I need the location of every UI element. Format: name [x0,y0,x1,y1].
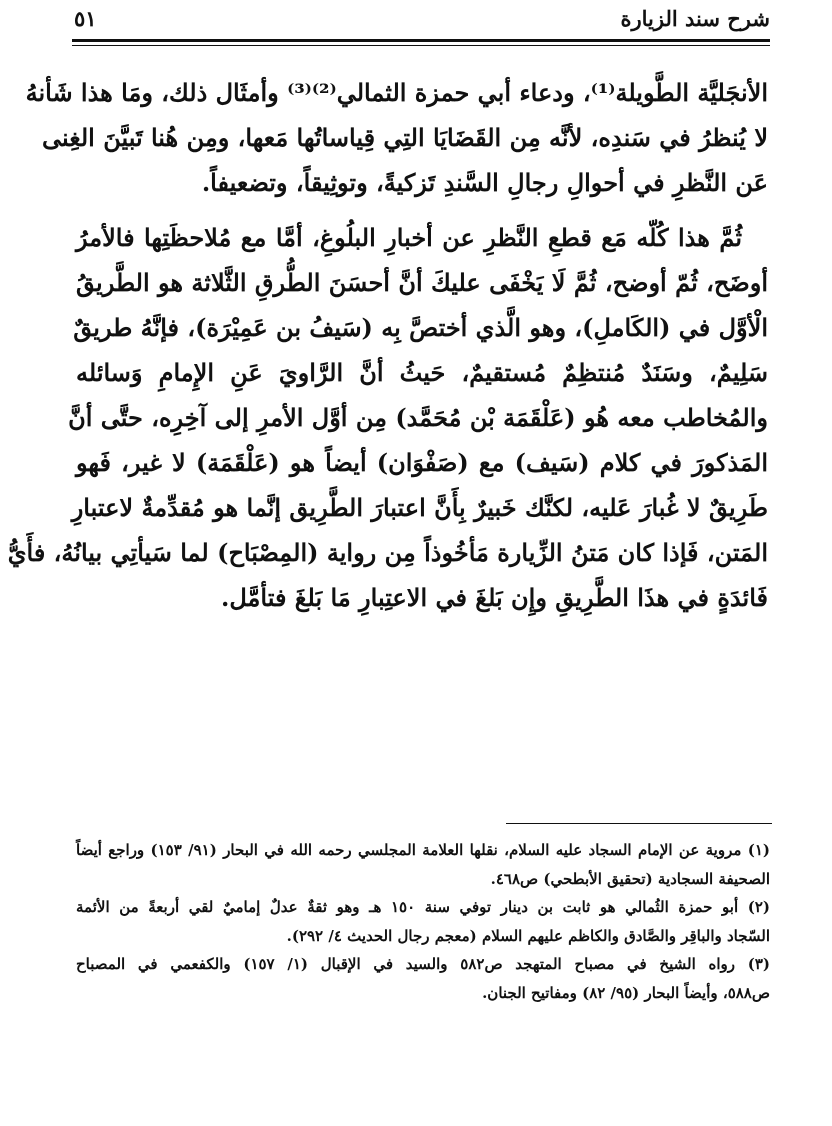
text-line: أوضَح، ثُمّ أوضح، ثُمَّ لَا يَخْفَى عليكَ أنَّ أحسَنَ الطُّرقِ الثَّلاثة هو الطَّريقُ [76,268,768,297]
footnote-1-line: الصحيفة السجادية (تحقيق الأبطحي) ص٤٦٨. [490,869,770,888]
text-line: طَرِيقٌ لا غُبارَ عَليه، لكنَّك خَبيرٌ بِأَنَّ اعتبارَ الطَّرِيق إنَّما هو مُقدِّمةٌ لاعتبارِ [71,493,768,522]
paragraph-2 [7,215,768,620]
page-number: ٥١ [74,6,97,31]
footnote-separator [506,823,772,824]
text-line: عَن النَّظرِ في أحوالِ رجالِ السَّندِ تَزكيةً، وتوثِيقاً، وتضعيفاً. [201,168,768,197]
text-line: الأنجَليَّة الطَّويلة⁽¹⁾، ودعاء أبي حمزة الثمالي⁽²⁾⁽³⁾ وأمثَال ذلك، ومَا هذا شَأنهُ [25,78,768,107]
text-line: لا يُنظرُ في سَندِه، لأنَّه مِن القَضَايَا التِي قِياساتُها مَعها، ومِن هُنا تَبيَّنَ الغِنى [42,123,768,152]
header-rule-thick [72,39,770,42]
footnote-3-line: ص٥٨٨، وأيضاً البحار (٩٥/ ٨٢) ومفاتيح الجنان. [482,983,770,1002]
text-line: سَلِيمٌ، وسَنَدٌ مُنتظِمٌ مُستقيمٌ، حَيثُ أنَّ الرَّاويَ عَنِ الإِمامِ وَسائله [76,358,768,387]
text-line: المَذكورَ في كلام (سَيف) مع (صَفْوَان) أيضاً هو (عَلْقَمَة) لا غير، فَهو [76,448,768,477]
text-line: والمُخاطب معه هُو (عَلْقَمَة بْن مُحَمَّد) مِن أوَّل الأمرِ إلى آخِرِه، حتَّى أنَّ [68,403,768,432]
running-title: شرح سند الزيارة [620,6,770,31]
main-text [7,70,768,620]
text-line: فَائدَةٍ في هذَا الطَّرِيقِ وإِن بَلغَ في الاعتِبارِ مَا بَلغَ فتأمَّل. [221,583,768,612]
page-header [72,4,770,38]
text-line: ثُمَّ هذا كُلّه مَع قطعِ النَّظرِ عن أخبارِ البلُوغِ، أمَّا مع مُلاحظَتِها فالأمرُ [76,223,742,252]
text-line: الْأوَّل في (الكَاملِ)، وهو الَّذي أختصَّ بِه (سَيفُ بن عَمِيْرَة)، فإنَّهُ طريقٌ [73,313,768,342]
footnote-1-line: (١) مروية عن الإمام السجاد عليه السلام، نقلها العلامة المجلسي رحمه الله في البحار (٩١/ ١٥٣) وراجع أيضاً [76,841,771,859]
text-line: المَتن، فَإذا كان مَتنُ الزِّيارة مَأخُوذاً مِن رواية (المِصْبَاح) لما سَيأتِي بيانُهُ، فأَيُّ [7,538,768,567]
paragraph-1 [25,70,768,205]
footnote-2-line: (٢) أبو حمزة الثُمالي هو ثابت بن دينار توفي سنة ١٥٠ هـ وهو ثقةٌ عدلٌ إماميٌ لقي أربعةً من الأئمة [76,898,770,916]
footnote-3-line: (٣) رواه الشيخ في مصباح المتهجد ص٥٨٢ والسيد في الإقبال (١/ ١٥٧) والكفعمي في المصباح [76,955,770,973]
footnote-2-line: السّجاد والباقِر والصَّادق والكاظم عليهم السلام (معجم رجال الحديث ٤/ ٢٩٢). [286,926,770,945]
header-rule-thin [72,45,770,46]
footnotes [76,836,770,1007]
